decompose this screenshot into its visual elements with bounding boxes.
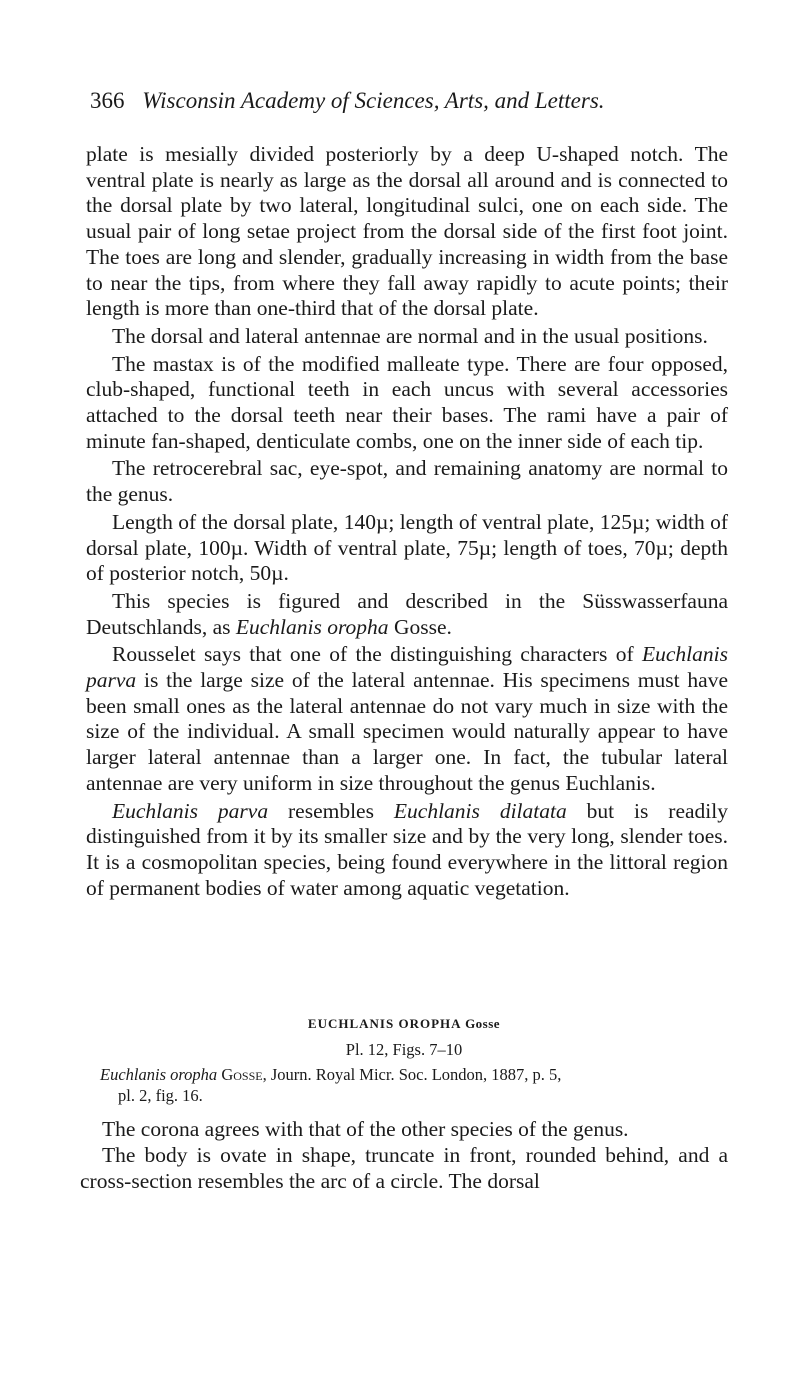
figure-reference: Pl. 12, Figs. 7–10	[345, 1040, 463, 1059]
paragraph: The retrocerebral sac, eye-spot, and remaining anatomy are normal to the genus.	[86, 456, 728, 507]
page-number: 366	[90, 88, 125, 113]
citation-author: Gosse	[221, 1065, 263, 1084]
paragraph-text: Rousselet says that one of the distinguishing characters of	[112, 642, 642, 667]
section-title	[80, 1014, 728, 1034]
paragraph	[86, 589, 728, 640]
paragraph-text: but is readily distinguished from it by its smaller size and by the very long, slender toes. It is a cosmopolitan species, being found everywhere in the littoral region of permanent bodies of water among aquatic vegetation.	[86, 798, 728, 900]
species-name: Euchlanis parva	[112, 798, 269, 823]
paragraph-text: resembles	[268, 798, 394, 823]
citation-source: , Journ. Royal Micr. Soc. London, 1887, p. 5,	[262, 1065, 562, 1084]
citation-plate: pl. 2, fig. 16.	[118, 1086, 203, 1105]
paragraph: The dorsal and lateral antennae are normal and in the usual positions.	[112, 323, 708, 348]
page-header	[90, 86, 730, 116]
paragraph: The body is ovate in shape, truncate in front, rounded behind, and a cross-section resembles the arc of a circle. The dorsal	[80, 1143, 728, 1193]
paragraph	[86, 799, 728, 902]
species-name: Euchlanis parva	[86, 642, 728, 693]
running-title: Wisconsin Academy of Sciences, Arts, and Letters.	[142, 88, 605, 113]
species-name: Euchlanis oropha	[235, 614, 389, 639]
paragraph	[86, 642, 728, 796]
species-heading: EUCHLANIS OROPHA	[307, 1016, 461, 1031]
paragraph: plate is mesially divided posteriorly by a deep U-shaped notch. The ventral plate is nearly as large as the dorsal all around and is connected to the dorsal plate by two lateral, longitudinal sulci, one on each side. The usual pair of long setae project from the dorsal side of the first foot joint. The toes are long and slender, gradually increasing in width from the base to near the tips, from where they fall away rapidly to acute points; their length is more than one-third that of the dorsal plate.	[86, 142, 728, 321]
paragraph-text: This species is figured and described in the Süsswasserfauna Deutschlands, as	[86, 588, 728, 639]
species-author: Gosse	[465, 1016, 501, 1031]
paragraph: The corona agrees with that of the other species of the genus.	[102, 1117, 629, 1141]
species-name: Euchlanis dilatata	[393, 798, 567, 823]
section-heading	[80, 1014, 728, 1062]
citation-species: Euchlanis oropha	[100, 1065, 218, 1084]
paragraph-text: Gosse.	[388, 614, 452, 639]
body-text	[86, 142, 728, 903]
paragraph: The mastax is of the modified malleate type. There are four opposed, club-shaped, functional teeth in each uncus with several accessories attached to the dorsal teeth near their bases. The rami have a pair of minute fan-shaped, denticulate combs, one on the inner side of each tip.	[86, 351, 728, 453]
paragraph: Length of the dorsal plate, 140µ; length of ventral plate, 125µ; width of dorsal plate, 100µ. Width of ventral plate, 75µ; length of toes, 70µ; depth of posterior notch, 50µ.	[86, 509, 728, 586]
paragraph-text: is the large size of the lateral antennae. His specimens must have been small ones as the lateral antennae do not vary much in size with the size of the individual. A small specimen would naturally appear to have larger lateral antennae than a larger one. In fact, the tubular lateral antennae are very uniform in size throughout the genus Euchlanis.	[86, 668, 728, 795]
section-body	[80, 1116, 728, 1194]
citation	[100, 1064, 720, 1106]
